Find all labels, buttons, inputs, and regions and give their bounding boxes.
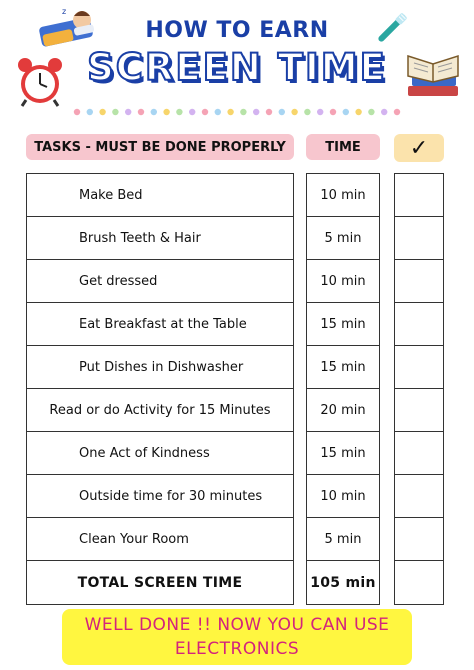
checkbox-cell[interactable] [395,260,443,303]
table-row [27,260,293,303]
table-row [27,217,293,260]
banner-line-2: ELECTRONICS [174,639,300,659]
checkbox-cell[interactable] [395,518,443,561]
time-value: 5 min [324,230,362,246]
total-row [27,561,293,604]
decorative-dot [125,109,131,115]
table-row [27,432,293,475]
time-value: 15 min [320,316,366,332]
task-label: Outside time for 30 minutes [79,488,263,504]
checkbox-cell[interactable] [395,475,443,518]
time-header-label: TIME [325,139,361,155]
checkbox-cell[interactable] [395,432,443,475]
time-value: 20 min [320,402,366,418]
title-small: HOW TO EARN [145,18,329,43]
time-value: 15 min [320,359,366,375]
decorative-dot [87,109,93,115]
decorative-dot [112,109,118,115]
decorative-dot [266,109,272,115]
task-label: Get dressed [79,273,158,289]
time-value: 15 min [320,445,366,461]
svg-text:z: z [62,7,67,16]
decorative-dot [304,109,310,115]
time-cell [307,389,379,432]
reward-banner [62,609,412,665]
task-label: Brush Teeth & Hair [79,230,201,246]
total-time-value: 105 min [310,574,376,591]
time-cell [307,432,379,475]
time-cell [307,174,379,217]
time-cell [307,260,379,303]
time-value: 10 min [320,488,366,504]
page-title: SCREEN TIME [87,46,387,89]
decorative-dot [99,109,105,115]
decorative-dot [317,109,323,115]
table-row [27,475,293,518]
decorative-dot [330,109,336,115]
decorative-dot [163,109,169,115]
task-label: Read or do Activity for 15 Minutes [49,402,271,418]
check-column [394,173,444,605]
decorative-dot [74,109,80,115]
decorative-dot [343,109,349,115]
decorative-dot [394,109,400,115]
time-cell [307,518,379,561]
checkbox-cell[interactable] [395,303,443,346]
decorative-dot [368,109,374,115]
decorative-dot [189,109,195,115]
table-row [27,389,293,432]
checkbox-cell[interactable] [395,174,443,217]
decorative-dot [381,109,387,115]
task-label: Eat Breakfast at the Table [79,316,247,332]
time-value: 5 min [324,531,362,547]
decorative-dot [240,109,246,115]
checkbox-cell[interactable] [395,217,443,260]
table-row [27,518,293,561]
tasks-header [26,134,294,160]
total-label: TOTAL SCREEN TIME [77,574,243,591]
decorative-dots [72,107,402,117]
time-value: 10 min [320,273,366,289]
time-column [306,173,380,605]
tasks-header-label: TASKS - MUST BE DONE PROPERLY [34,139,286,155]
table-row [27,303,293,346]
decorative-dot [215,109,221,115]
banner-line-1: WELL DONE !! NOW YOU CAN USE [84,615,390,635]
time-cell [307,475,379,518]
checkbox-cell[interactable] [395,346,443,389]
decorative-dot [227,109,233,115]
time-cell [307,303,379,346]
task-label: Make Bed [79,187,143,203]
time-header [306,134,380,160]
decorative-dot [138,109,144,115]
decorative-dot [279,109,285,115]
task-label: Put Dishes in Dishwasher [79,359,244,375]
time-value: 10 min [320,187,366,203]
decorative-dot [253,109,259,115]
checkbox-cell[interactable] [395,561,443,604]
total-time-cell [307,561,379,604]
time-cell [307,346,379,389]
time-cell [307,217,379,260]
decorative-dot [176,109,182,115]
task-label: Clean Your Room [79,531,189,547]
table-row [27,174,293,217]
check-header [394,134,444,162]
table-row [27,346,293,389]
decorative-dot [355,109,361,115]
tasks-column [26,173,294,605]
decorative-dot [202,109,208,115]
task-label: One Act of Kindness [79,445,210,461]
decorative-dot [151,109,157,115]
checkbox-cell[interactable] [395,389,443,432]
decorative-dot [291,109,297,115]
checkmark-icon: ✓ [409,135,429,161]
